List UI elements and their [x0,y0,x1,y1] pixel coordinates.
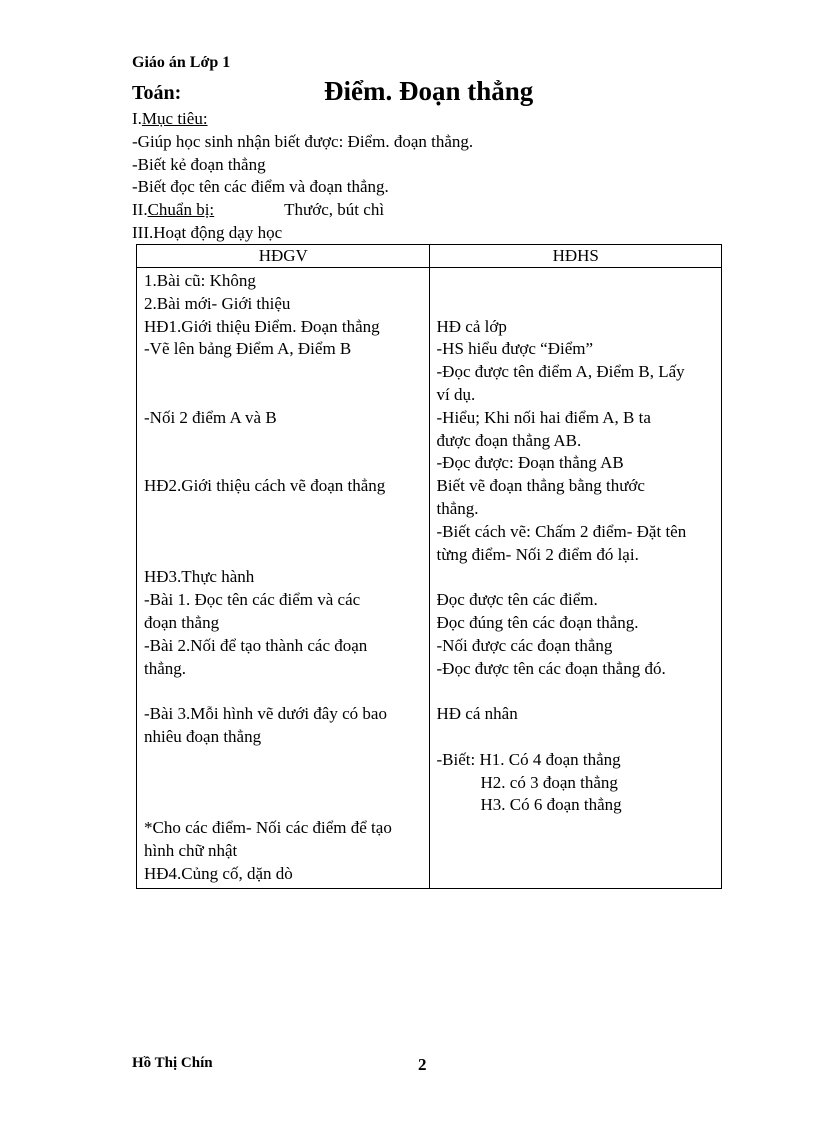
teacher-line [144,680,423,703]
student-line: -Nối được các đoạn thẳng [436,635,613,655]
teacher-line: 1.Bài cũ: Không [144,271,256,290]
teacher-line: HĐ1.Giới thiệu Điểm. Đoạn thẳng [144,316,380,336]
student-line: ví dụ. [436,384,476,404]
objectives-heading-prefix: I. [132,109,142,128]
lesson-activities-table [136,244,722,889]
table-row [137,268,722,889]
teacher-line [144,544,423,567]
student-line [437,863,716,886]
teacher-line: hình chữ nhật [144,840,238,860]
student-line [437,680,716,703]
teacher-line: -Bài 1. Đọc tên các điểm và các [144,590,361,610]
student-line [437,566,716,589]
teacher-line [144,521,423,544]
preparation-items: Thước, bút chì [284,200,385,219]
teacher-line [144,794,423,817]
teacher-line: -Bài 2.Nối để tạo thành các đoạn [144,635,368,655]
teacher-line: HĐ2.Giới thiệu cách vẽ đoạn thẳng [144,476,386,496]
teacher-line: -Bài 3.Mỗi hình vẽ dưới đây có bao [144,704,387,724]
student-line: -Đọc được tên điểm A, Điểm B, Lấy [436,362,685,382]
teacher-line [144,749,423,772]
col-header-teacher: HĐGV [137,245,430,268]
student-line [437,726,716,749]
student-line: HĐ cả lớp [436,316,507,336]
objectives-heading-text: Mục tiêu: [141,109,208,128]
teacher-line: đoạn thẳng [144,612,220,632]
teacher-line [144,430,423,453]
preparation-heading-text: Chuẩn bị: [147,200,215,219]
teacher-line [144,772,423,795]
objectives-heading [132,108,208,130]
teacher-line: -Vẽ lên bảng Điểm A, Điểm B [144,339,352,359]
student-line: từng điểm- Nối 2 điểm đó lại. [436,544,639,564]
teacher-line: 2.Bài mới- Giới thiệu [144,293,291,313]
objective-item-3: -Biết đọc tên các điểm và đoạn thẳng. [132,177,389,196]
student-line: -Biết cách vẽ: Chấm 2 điểm- Đặt tên [436,521,687,541]
student-line: -HS hiểu được “Điểm” [436,339,594,359]
subject-label: Toán: [132,82,182,104]
student-line [437,270,716,293]
teacher-line [144,361,423,384]
teacher-line: -Nối 2 điểm A và B [144,407,277,427]
student-line [437,840,716,863]
student-line: Biết vẽ đoạn thẳng bằng thước [436,476,645,496]
header-class-label: Giáo án Lớp 1 [132,54,231,71]
student-line: -Đọc được tên các đoạn thẳng đó. [436,658,666,678]
student-line: Đọc được tên các điểm. [436,590,598,610]
student-line: H3. Có 6 đoạn thẳng [480,795,622,815]
student-line: được đoạn thẳng AB. [436,430,582,450]
objective-item-1: -Giúp học sinh nhận biết được: Điểm. đoạn thẳng. [132,132,474,151]
student-activities-cell [429,268,722,889]
student-line: -Biết: H1. Có 4 đoạn thẳng [436,749,621,769]
student-line: H2. có 3 đoạn thẳng [480,772,618,792]
student-line: -Hiểu; Khi nối hai điểm A, B ta [436,407,651,427]
preparation-heading-prefix: II. [132,200,148,219]
col-header-student: HĐHS [429,245,722,268]
teacher-line [144,498,423,521]
teacher-activities-cell [137,268,430,889]
teacher-line: HĐ4.Củng cố, dặn dò [144,863,293,883]
teacher-line [144,452,423,475]
teacher-line: nhiêu đoạn thẳng [144,726,262,746]
student-line [437,817,716,840]
footer-page-number: 2 [418,1055,427,1074]
table-header-row [137,245,722,268]
page-title: Điểm. Đoạn thẳng [324,76,534,106]
objective-item-2: -Biết kẻ đoạn thẳng [132,155,266,174]
teacher-line: *Cho các điểm- Nối các điểm để tạo [144,818,392,838]
activities-heading: III.Hoạt động dạy học [132,223,283,242]
student-line: thẳng. [436,498,479,518]
student-line: Đọc đúng tên các đoạn thẳng. [436,612,639,632]
student-line: HĐ cá nhân [436,704,518,724]
teacher-line: thẳng. [144,658,187,678]
teacher-line [144,384,423,407]
teacher-line: HĐ3.Thực hành [144,567,255,587]
student-line [437,293,716,316]
footer-author: Hồ Thị Chín [132,1055,213,1071]
student-line: -Đọc được: Đoạn thẳng AB [436,453,624,473]
preparation-heading [132,199,384,221]
